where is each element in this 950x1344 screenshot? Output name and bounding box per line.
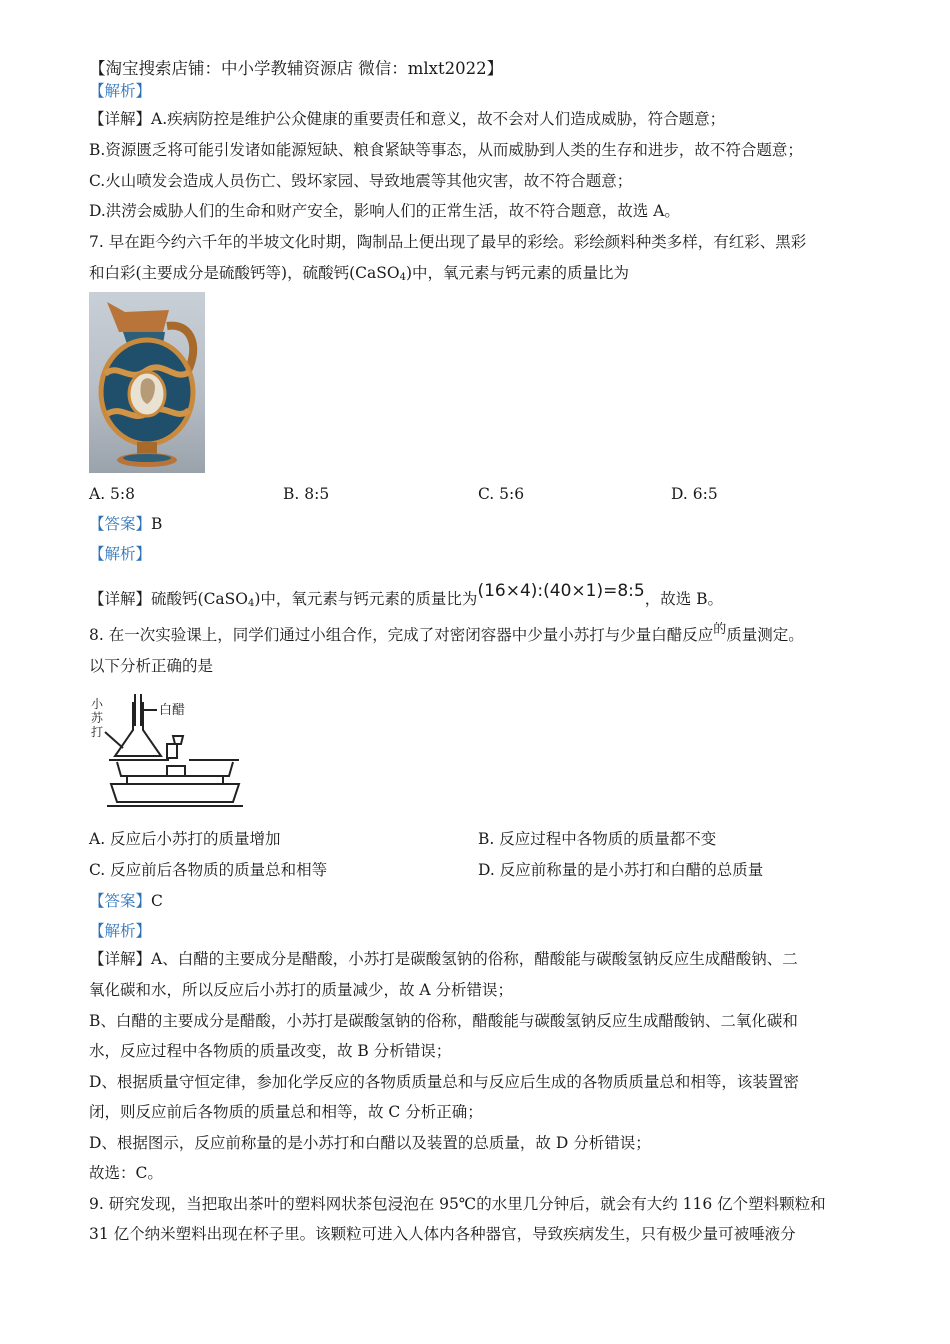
q8-option-d: D. 反应前称量的是小苏打和白醋的总质量 — [478, 861, 764, 879]
q6-detail-b: B.资源匮乏将可能引发诸如能源短缺、粮食紧缺等事态，从而威胁到人类的生存和进步，故不符合题意； — [89, 141, 803, 159]
q7-option-d: D. 6:5 — [671, 485, 718, 503]
soda-label-2: 苏 — [91, 711, 104, 725]
q7-mass-ratio-formula: (16×4):(40×1)=8:5 — [477, 581, 645, 601]
q8-stem-line-1: 8. 在一次实验课上，同学们通过小组合作，完成了对密闭容器中少量小苏打与少量白醋反应$^的$质量测定。 — [89, 622, 804, 644]
q7-option-c: C. 5:6 — [478, 485, 525, 503]
q6-detail-c: C.火山喷发会造成人员伤亡、毁坏家园、导致地震等其他灾害，故不符合题意； — [89, 172, 633, 190]
vase-illustration — [89, 292, 205, 473]
q6-detail-a: 【详解】A.疾病防控是维护公众健康的重要责任和意义，故不会对人们造成威胁，符合题意； — [89, 110, 726, 128]
q8-stem-line-2: 以下分析正确的是 — [89, 657, 214, 675]
q7-detail: 【详解】硫酸钙(CaSO$_4$)中，氧元素与钙元素的质量比为(16×4):(40×1)=8:5，故选 B。 — [89, 581, 724, 609]
q8-detail-2: 氧化碳和水，所以反应后小苏打的质量减少，故 A 分析错误； — [89, 981, 514, 999]
q8-detail-1: 【详解】A、白醋的主要成分是醋酸，小苏打是碳酸氢钠的俗称，醋酸能与碳酸氢钠反应生成醋酸钠、二 — [89, 950, 798, 968]
q7-stem-line-1: 7. 早在距今约六千年的半坡文化时期，陶制品上便出现了最早的彩绘。彩绘颜料种类多样，有红彩、黑彩 — [89, 233, 807, 251]
balance-illustration — [89, 692, 243, 814]
q7-stem-line-2: 和白彩(主要成分是硫酸钙等)，硫酸钙(CaSO$_4$)中，氧元素与钙元素的质量比为 — [89, 264, 630, 283]
q8-analysis-label: 【解析】 — [89, 922, 152, 940]
q8-detail-3: B、白醋的主要成分是醋酸，小苏打是碳酸氢钠的俗称，醋酸能与碳酸氢钠反应生成醋酸钠、二氧化碳和 — [89, 1012, 798, 1030]
q7-analysis-label: 【解析】 — [89, 545, 152, 563]
balance-apparatus-image — [89, 692, 243, 814]
q8-detail-5: D、根据质量守恒定律，参加化学反应的各物质质量总和与反应后生成的各物质质量总和相等，该装置密 — [89, 1073, 799, 1091]
q8-option-c: C. 反应前后各物质的质量总和相等 — [89, 861, 328, 879]
painted-vase-image — [89, 292, 205, 473]
q7-answer: 【答案】B — [89, 515, 163, 533]
q8-option-a: A. 反应后小苏打的质量增加 — [89, 830, 281, 848]
q6-detail-d: D.洪涝会威胁人们的生命和财产安全，影响人们的正常生活，故不符合题意，故选 A。 — [89, 202, 680, 220]
q6-detail-tag: 【详解】 — [89, 110, 152, 128]
store-header: 【淘宝搜索店铺：中小学教辅资源店 微信：mlxt2022】 — [89, 59, 504, 78]
q8-answer: 【答案】C — [89, 892, 163, 910]
q7-option-a: A. 5:8 — [89, 485, 135, 503]
soda-label-3: 打 — [91, 725, 104, 739]
q8-detail-4: 水，反应过程中各物质的质量改变，故 B 分析错误； — [89, 1042, 452, 1060]
q9-stem-line-2: 31 亿个纳米塑料出现在杯子里。该颗粒可进入人体内各种器官，导致疾病发生，只有极少量可被唾液分 — [89, 1225, 796, 1243]
q7-option-b: B. 8:5 — [283, 485, 330, 503]
q8-detail-6: 闭，则反应前后各物质的质量总和相等，故 C 分析正确； — [89, 1103, 483, 1121]
vinegar-label: 白醋 — [159, 703, 186, 718]
q8-option-b: B. 反应过程中各物质的质量都不变 — [478, 830, 717, 848]
q8-detail-7: D、根据图示，反应前称量的是小苏打和白醋以及装置的总质量，故 D 分析错误； — [89, 1134, 651, 1152]
q6-analysis-label: 【解析】 — [89, 82, 152, 100]
soda-label-1: 小 — [91, 697, 104, 711]
q8-detail-8: 故选：C。 — [89, 1164, 163, 1182]
q9-stem-line-1: 9. 研究发现，当把取出茶叶的塑料网状茶包浸泡在 95℃的水里几分钟后，就会有大约 116 亿个塑料颗粒和 — [89, 1195, 826, 1213]
